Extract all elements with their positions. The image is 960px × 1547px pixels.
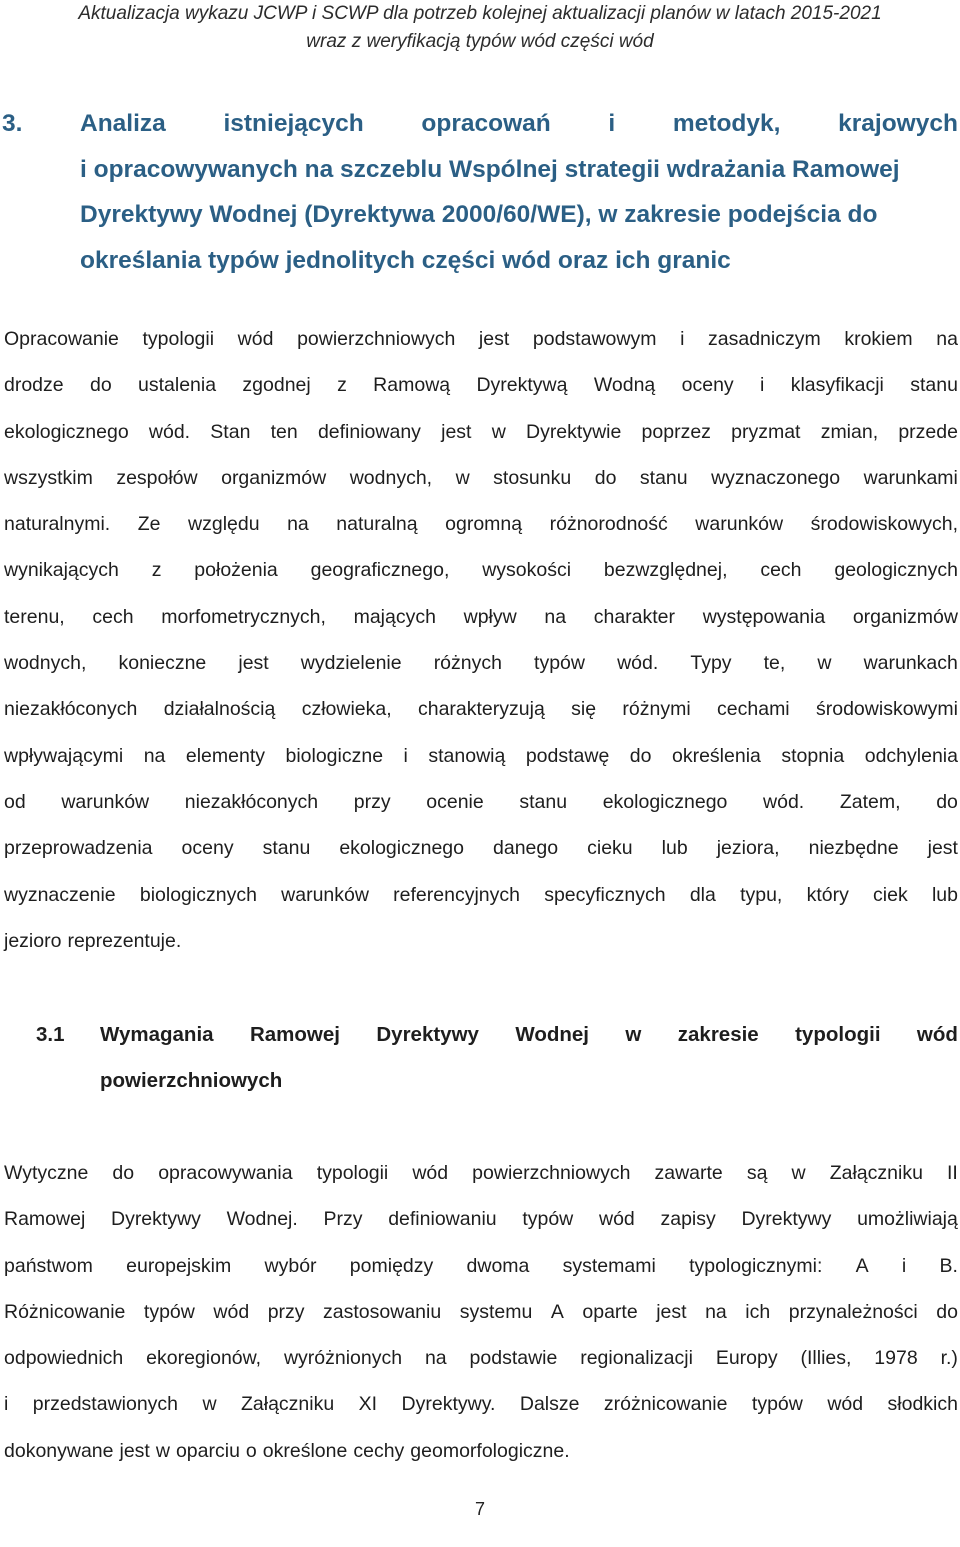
subheading-word: w	[625, 1023, 642, 1046]
paragraph-line	[4, 1196, 958, 1242]
word: wód	[213, 1300, 250, 1323]
word: podstawę	[525, 744, 610, 767]
word: Opracowanie	[4, 328, 119, 350]
word: na	[143, 744, 166, 767]
word: wód.	[763, 790, 805, 813]
word: na	[544, 605, 567, 628]
word: geologicznych	[834, 559, 958, 582]
paragraph-line	[4, 733, 958, 779]
word: niezakłóconych	[184, 790, 319, 813]
word: środowiskowymi	[816, 698, 958, 721]
paragraph-line	[4, 872, 958, 918]
word: stosunku	[493, 466, 572, 489]
word: naturalną	[336, 513, 418, 536]
heading-line-1	[2, 101, 958, 147]
word: opracowywania	[158, 1162, 293, 1184]
word: różnymi	[622, 698, 691, 721]
subheading-word: Ramowej	[249, 1023, 340, 1046]
word: XI	[358, 1393, 378, 1416]
word: wód.	[148, 420, 191, 443]
word: systemami	[562, 1254, 656, 1277]
word: dwoma	[466, 1254, 530, 1277]
subheading-word: typologii	[795, 1023, 881, 1046]
word: reprezentuje.	[67, 929, 182, 952]
word: ciek	[873, 883, 908, 906]
paragraph-line	[4, 918, 958, 964]
word: wyróżnionych	[283, 1347, 403, 1370]
subheading-line-1	[36, 1012, 958, 1058]
word: słodkich	[887, 1393, 958, 1416]
word: przede	[898, 420, 958, 443]
word: w	[155, 1439, 170, 1462]
word: działalnością	[163, 698, 276, 721]
word: przeprowadzenia	[4, 837, 153, 860]
word: specyficznych	[544, 883, 666, 906]
paragraph-line	[4, 1243, 958, 1289]
word: jest	[478, 328, 510, 350]
word: odchylenia	[864, 744, 958, 767]
word: różnorodność	[549, 513, 668, 536]
word: w	[817, 652, 832, 675]
word: wód	[827, 1393, 864, 1416]
word: (Illies,	[800, 1347, 852, 1370]
paragraph-line	[4, 501, 958, 547]
word: do	[112, 1162, 135, 1184]
word: Ramowej	[4, 1208, 86, 1231]
word: w	[491, 420, 506, 443]
word: się	[571, 698, 597, 721]
section-number: 3.	[2, 110, 23, 137]
word: lub	[661, 837, 688, 860]
word: Stan	[210, 420, 251, 443]
subheading-word: zakresie	[677, 1023, 759, 1046]
word: jezioro	[4, 929, 62, 952]
word: w	[791, 1162, 806, 1184]
word: do	[629, 744, 652, 767]
word: dla	[689, 883, 716, 906]
word: A	[550, 1300, 564, 1323]
word: określone	[262, 1439, 348, 1462]
word: cieku	[587, 837, 633, 860]
word: Wytyczne	[4, 1162, 89, 1184]
word: i	[403, 744, 408, 767]
word: i	[760, 374, 765, 397]
word: na	[936, 328, 958, 350]
word: elementy	[185, 744, 265, 767]
word: europejskim	[126, 1254, 232, 1277]
word: zróżnicowanie	[603, 1393, 728, 1416]
word: Różnicowanie	[4, 1300, 126, 1323]
word: Dyrektywy	[741, 1208, 832, 1231]
word: odpowiednich	[4, 1347, 124, 1370]
word: z	[337, 374, 347, 397]
paragraph-line	[4, 686, 958, 732]
word: wyznaczenie	[4, 883, 116, 906]
word: zapisy	[660, 1208, 716, 1231]
heading-word: i	[608, 110, 616, 137]
word: na	[424, 1347, 447, 1370]
word: wyznaczonego	[711, 466, 841, 489]
word: środowiskowych,	[810, 513, 958, 536]
word: Wodnej.	[226, 1208, 298, 1231]
word: powierzchniowych	[297, 328, 456, 350]
word: naturalnymi.	[4, 513, 111, 536]
paragraph-line	[4, 362, 958, 408]
word: ekologicznego	[602, 790, 728, 813]
word: zawarte	[654, 1162, 723, 1184]
word: jeziora,	[716, 837, 780, 860]
subheading-word: Dyrektywy	[376, 1023, 479, 1046]
section-3-1-heading	[36, 1012, 958, 1104]
word: powierzchniowych	[472, 1162, 631, 1184]
word: te,	[763, 652, 786, 675]
subsection-number: 3.1	[36, 1023, 65, 1046]
word: charakter	[593, 605, 676, 628]
paragraph-line	[4, 316, 958, 362]
word: wód	[412, 1162, 449, 1184]
word: są	[746, 1162, 768, 1184]
word: morfometrycznych,	[161, 605, 326, 628]
word: przy	[353, 790, 391, 813]
paragraph-line	[4, 779, 958, 825]
heading-line-2: i opracowywanych na szczeblu Wspólnej strategii wdrażania Ramowej	[80, 155, 900, 183]
word: oceny	[681, 374, 734, 397]
word: biologicznych	[139, 883, 257, 906]
word: określenia	[671, 744, 761, 767]
word: ustalenia	[138, 374, 217, 397]
word: wód.	[617, 652, 659, 675]
word: człowieka,	[301, 698, 392, 721]
word: lub	[931, 883, 958, 906]
word: Ze	[137, 513, 161, 536]
word: mających	[353, 605, 436, 628]
word: do	[89, 374, 112, 397]
word: warunków	[281, 883, 369, 906]
word: Zatem,	[839, 790, 901, 813]
word: dokonywane	[4, 1439, 114, 1462]
word: wodnych,	[349, 466, 433, 489]
word: z	[151, 559, 162, 582]
word: w	[202, 1393, 217, 1416]
word: Przy	[323, 1208, 363, 1231]
heading-word: Analiza	[80, 110, 166, 137]
paragraph-line	[4, 1335, 958, 1381]
word: zastosowaniu	[323, 1300, 442, 1323]
word: wpływ	[463, 605, 517, 628]
word: niezbędne	[808, 837, 899, 860]
word: przedstawionych	[32, 1393, 179, 1416]
paragraph-line	[4, 1428, 958, 1474]
word: Europy	[715, 1347, 778, 1370]
word: regionalizacji	[580, 1347, 693, 1370]
word: drodze	[4, 374, 64, 397]
word: przy	[267, 1300, 305, 1323]
word: typologii	[316, 1162, 389, 1184]
subheading-word: Wodnej	[515, 1023, 589, 1046]
word: do	[936, 1300, 958, 1323]
word: terenu,	[4, 605, 65, 628]
word: 1978	[874, 1347, 918, 1370]
word: jest	[119, 1439, 150, 1462]
word: ogromną	[445, 513, 523, 536]
paragraph-line	[4, 547, 958, 593]
word: wodnych,	[4, 652, 87, 675]
header-line-2: wraz z weryfikacją typów wód części wód	[306, 31, 654, 52]
paragraph-line	[4, 594, 958, 640]
paragraph-line	[4, 825, 958, 871]
word: typologii	[142, 328, 215, 350]
word: poprzez	[641, 420, 711, 443]
word: Dyrektywy	[110, 1208, 201, 1231]
word: i	[901, 1254, 907, 1277]
word: warunkach	[863, 652, 958, 675]
word: ten	[270, 420, 298, 443]
word: na	[287, 513, 309, 536]
word: Dalsze	[519, 1393, 580, 1416]
word: ekoregionów,	[146, 1347, 262, 1370]
word: zespołów	[116, 466, 198, 489]
word: Wodną	[593, 374, 656, 397]
word: wybór	[264, 1254, 317, 1277]
word: jest	[656, 1300, 687, 1323]
word: podstawowym	[532, 328, 657, 350]
section-3-heading	[2, 101, 958, 283]
word: bezwzględnej,	[603, 559, 728, 582]
heading-word: opracowań	[421, 110, 551, 137]
word: do	[594, 466, 617, 489]
word: referencyjnych	[393, 883, 520, 906]
word: stanu	[262, 837, 311, 860]
word: cech	[760, 559, 802, 582]
word: konieczne	[118, 652, 207, 675]
word: Ramową	[373, 374, 451, 397]
word: krokiem	[844, 328, 913, 350]
paragraph-2	[4, 1150, 958, 1474]
word: jest	[927, 837, 958, 860]
subheading-word: Wymagania	[100, 1023, 214, 1046]
word: wszystkim	[4, 466, 93, 489]
word: w	[455, 466, 470, 489]
heading-word: istniejących	[223, 110, 364, 137]
word: organizmów	[852, 605, 958, 628]
word: ocenie	[426, 790, 484, 813]
word: jest	[441, 420, 472, 443]
word: systemu	[459, 1300, 533, 1323]
paragraph-line	[4, 1289, 958, 1335]
word: oceny	[181, 837, 234, 860]
word: stanu	[910, 374, 958, 397]
word: Dyrektywą	[476, 374, 568, 397]
word: który	[806, 883, 849, 906]
paragraph-line	[4, 455, 958, 501]
heading-line-4: określania typów jednolitych części wód oraz ich granic	[80, 246, 731, 274]
word: cechami	[717, 698, 790, 721]
word: Typy	[690, 652, 732, 675]
paragraph-line	[4, 409, 958, 455]
word: pryzmat	[731, 420, 801, 443]
word: różnych	[433, 652, 502, 675]
word: o	[245, 1439, 257, 1462]
heading-word: krajowych	[838, 110, 958, 137]
word: definiowany	[317, 420, 421, 443]
word: typów	[534, 652, 585, 675]
subheading-word: wód	[916, 1023, 958, 1046]
word: względu	[188, 513, 260, 536]
word: wód	[598, 1208, 635, 1231]
word: do	[936, 790, 958, 813]
word: warunków	[695, 513, 784, 536]
word: geomorfologiczne.	[410, 1439, 570, 1462]
word: r.)	[940, 1347, 958, 1370]
page-number: 7	[474, 1499, 485, 1519]
word: cech	[92, 605, 134, 628]
word: ekologicznego	[339, 837, 464, 860]
word: i	[4, 1393, 9, 1416]
paragraph-line	[4, 1150, 958, 1196]
word: danego	[493, 837, 559, 860]
word: od	[4, 790, 26, 813]
word: ich	[745, 1300, 771, 1323]
word: warunków	[61, 790, 150, 813]
word: niezakłóconych	[4, 698, 138, 721]
word: II	[947, 1162, 958, 1184]
word: typów	[143, 1300, 195, 1323]
word: i	[680, 328, 685, 350]
word: stanu	[639, 466, 688, 489]
word: cechy	[353, 1439, 405, 1462]
word: wynikających	[4, 559, 119, 582]
paragraph-1	[4, 316, 958, 964]
word: typu,	[740, 883, 783, 906]
word: zasadniczym	[708, 328, 821, 350]
word: wód	[237, 328, 274, 350]
heading-line-3: Dyrektywy Wodnej (Dyrektywa 2000/60/WE), w zakresie podejścia do	[80, 201, 878, 228]
word: wydzielenie	[300, 652, 402, 675]
paragraph-line	[4, 640, 958, 686]
paragraph-line	[4, 1381, 958, 1427]
word: A	[855, 1254, 869, 1277]
word: występowania	[702, 605, 826, 628]
word: stanu	[519, 790, 568, 813]
word: wpływającymi	[4, 744, 124, 767]
word: charakteryzują	[417, 698, 545, 721]
running-header	[0, 0, 960, 56]
word: przynależności	[788, 1300, 918, 1323]
word: B.	[939, 1254, 958, 1277]
subheading-words	[100, 1012, 958, 1058]
word: wysokości	[482, 559, 572, 582]
word: Dyrektywy.	[401, 1393, 496, 1416]
word: geograficznego,	[310, 559, 450, 582]
word: typów	[522, 1208, 574, 1231]
word: na	[705, 1300, 727, 1323]
word: zmian,	[820, 420, 879, 443]
word: organizmów	[221, 466, 327, 489]
word: pomiędzy	[349, 1254, 434, 1277]
word: podstawie	[469, 1347, 558, 1370]
word: ekologicznego	[4, 420, 129, 443]
word: państwom	[4, 1254, 93, 1277]
subheading-line-2: powierzchniowych	[100, 1069, 283, 1092]
word: stanowią	[428, 744, 506, 767]
word: zgodnej	[242, 374, 311, 397]
word: Załączniku	[829, 1162, 923, 1184]
heading-word: metodyk,	[672, 110, 781, 137]
heading-line-1-words	[80, 101, 958, 147]
word: oparte	[582, 1300, 638, 1323]
word: jest	[238, 652, 269, 675]
word: położenia	[194, 559, 278, 582]
word: biologiczne	[285, 744, 384, 767]
word: typologicznymi:	[689, 1254, 823, 1277]
word: oparciu	[175, 1439, 240, 1462]
header-line-1: Aktualizacja wykazu JCWP i SCWP dla potrzeb kolejnej aktualizacji planów w latach 2015-2021	[78, 3, 882, 24]
word: Dyrektywie	[525, 420, 622, 443]
word: klasyfikacji	[790, 374, 884, 397]
word: warunkami	[863, 466, 958, 489]
word: umożliwiają	[857, 1208, 958, 1231]
word: Załączniku	[241, 1393, 335, 1416]
word: stopnia	[781, 744, 845, 767]
word: definiowaniu	[388, 1208, 497, 1231]
word: typów	[751, 1393, 803, 1416]
